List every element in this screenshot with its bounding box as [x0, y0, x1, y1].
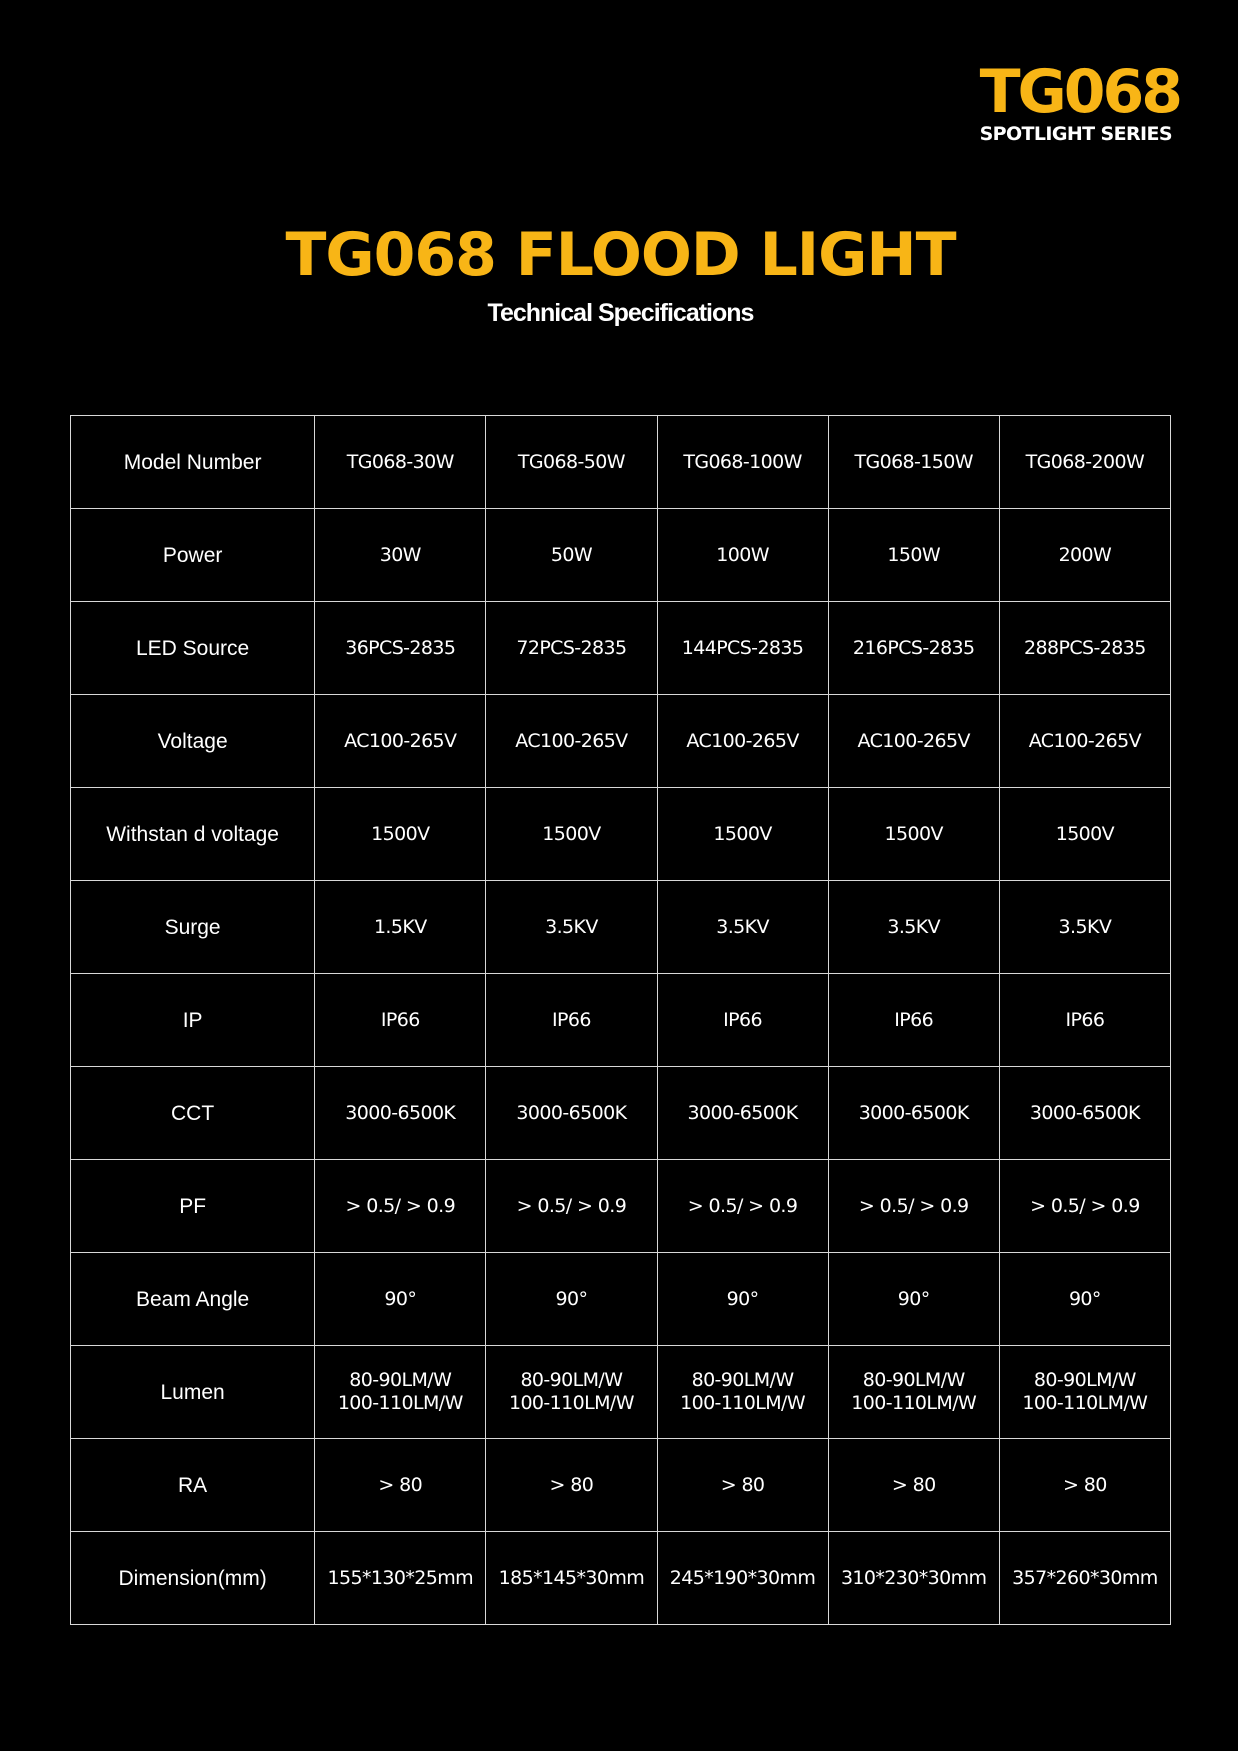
table-cell: 357*260*30mm — [999, 1532, 1170, 1625]
row-label: Power — [71, 509, 315, 602]
table-cell: 36PCS-2835 — [315, 602, 486, 695]
table-cell: 245*190*30mm — [657, 1532, 828, 1625]
table-cell: > 80 — [657, 1439, 828, 1532]
table-row — [71, 974, 1171, 1067]
row-label: LED Source — [71, 602, 315, 695]
table-cell: 1500V — [999, 788, 1170, 881]
row-label: RA — [71, 1439, 315, 1532]
spec-table — [70, 415, 1171, 1625]
table-cell: 1500V — [657, 788, 828, 881]
table-cell: 100W — [657, 509, 828, 602]
table-cell: 150W — [828, 509, 999, 602]
row-label: Beam Angle — [71, 1253, 315, 1346]
table-cell: 144PCS-2835 — [657, 602, 828, 695]
table-cell: 1500V — [315, 788, 486, 881]
table-cell: 155*130*25mm — [315, 1532, 486, 1625]
table-cell: IP66 — [828, 974, 999, 1067]
table-cell: 3.5KV — [828, 881, 999, 974]
table-cell: 90° — [486, 1253, 657, 1346]
table-cell: > 80 — [828, 1439, 999, 1532]
table-cell: > 0.5/ > 0.9 — [315, 1160, 486, 1253]
table-cell: TG068-100W — [657, 416, 828, 509]
row-label: Dimension(mm) — [71, 1532, 315, 1625]
table-cell: AC100-265V — [828, 695, 999, 788]
table-cell: TG068-30W — [315, 416, 486, 509]
table-cell: 50W — [486, 509, 657, 602]
table-cell: 3000-6500K — [999, 1067, 1170, 1160]
table-cell: > 80 — [315, 1439, 486, 1532]
table-cell: 310*230*30mm — [828, 1532, 999, 1625]
table-cell: > 0.5/ > 0.9 — [486, 1160, 657, 1253]
brand-name: TG068 — [979, 57, 1180, 127]
table-cell: TG068-150W — [828, 416, 999, 509]
table-row — [71, 788, 1171, 881]
row-label: CCT — [71, 1067, 315, 1160]
table-cell: 3000-6500K — [657, 1067, 828, 1160]
table-cell: 3.5KV — [486, 881, 657, 974]
table-cell: IP66 — [486, 974, 657, 1067]
table-cell: AC100-265V — [657, 695, 828, 788]
table-row — [71, 509, 1171, 602]
table-cell: 3000-6500K — [828, 1067, 999, 1160]
table-cell: IP66 — [315, 974, 486, 1067]
row-label: IP — [71, 974, 315, 1067]
table-cell: 3.5KV — [999, 881, 1170, 974]
table-cell: 80-90LM/W 100-110LM/W — [828, 1346, 999, 1439]
table-row — [71, 1532, 1171, 1625]
page-title: TG068 FLOOD LIGHT — [285, 220, 956, 290]
table-cell: 80-90LM/W 100-110LM/W — [486, 1346, 657, 1439]
table-row — [71, 695, 1171, 788]
row-label: Lumen — [71, 1346, 315, 1439]
table-row — [71, 416, 1171, 509]
table-cell: 3000-6500K — [486, 1067, 657, 1160]
table-row — [71, 1160, 1171, 1253]
table-cell: 3000-6500K — [315, 1067, 486, 1160]
table-cell: > 0.5/ > 0.9 — [828, 1160, 999, 1253]
row-label: Voltage — [71, 695, 315, 788]
table-cell: 72PCS-2835 — [486, 602, 657, 695]
table-cell: 3.5KV — [657, 881, 828, 974]
table-row — [71, 1253, 1171, 1346]
table-cell: TG068-200W — [999, 416, 1170, 509]
table-cell: 288PCS-2835 — [999, 602, 1170, 695]
page-subtitle: Technical Specifications — [487, 299, 754, 327]
table-cell: 1500V — [828, 788, 999, 881]
table-row — [71, 881, 1171, 974]
table-row — [71, 602, 1171, 695]
spec-table-body — [71, 416, 1171, 1625]
table-cell: > 0.5/ > 0.9 — [657, 1160, 828, 1253]
table-row — [71, 1346, 1171, 1439]
table-cell: AC100-265V — [315, 695, 486, 788]
table-cell: 30W — [315, 509, 486, 602]
table-cell: 200W — [999, 509, 1170, 602]
table-cell: 80-90LM/W 100-110LM/W — [999, 1346, 1170, 1439]
row-label: Withstan d voltage — [71, 788, 315, 881]
brand-logo — [979, 57, 1180, 145]
table-cell: 90° — [999, 1253, 1170, 1346]
row-label: PF — [71, 1160, 315, 1253]
table-cell: 80-90LM/W 100-110LM/W — [315, 1346, 486, 1439]
table-cell: 1.5KV — [315, 881, 486, 974]
row-label: Model Number — [71, 416, 315, 509]
table-cell: AC100-265V — [999, 695, 1170, 788]
table-cell: 90° — [828, 1253, 999, 1346]
table-cell: > 0.5/ > 0.9 — [999, 1160, 1170, 1253]
table-cell: TG068-50W — [486, 416, 657, 509]
table-cell: > 80 — [999, 1439, 1170, 1532]
table-cell: IP66 — [999, 974, 1170, 1067]
table-cell: 1500V — [486, 788, 657, 881]
table-row — [71, 1067, 1171, 1160]
table-cell: AC100-265V — [486, 695, 657, 788]
table-cell: 80-90LM/W 100-110LM/W — [657, 1346, 828, 1439]
table-row — [71, 1439, 1171, 1532]
table-cell: 90° — [315, 1253, 486, 1346]
row-label: Surge — [71, 881, 315, 974]
table-cell: 216PCS-2835 — [828, 602, 999, 695]
table-cell: IP66 — [657, 974, 828, 1067]
table-cell: 90° — [657, 1253, 828, 1346]
table-cell: > 80 — [486, 1439, 657, 1532]
table-cell: 185*145*30mm — [486, 1532, 657, 1625]
brand-series: SPOTLIGHT SERIES — [979, 123, 1172, 145]
